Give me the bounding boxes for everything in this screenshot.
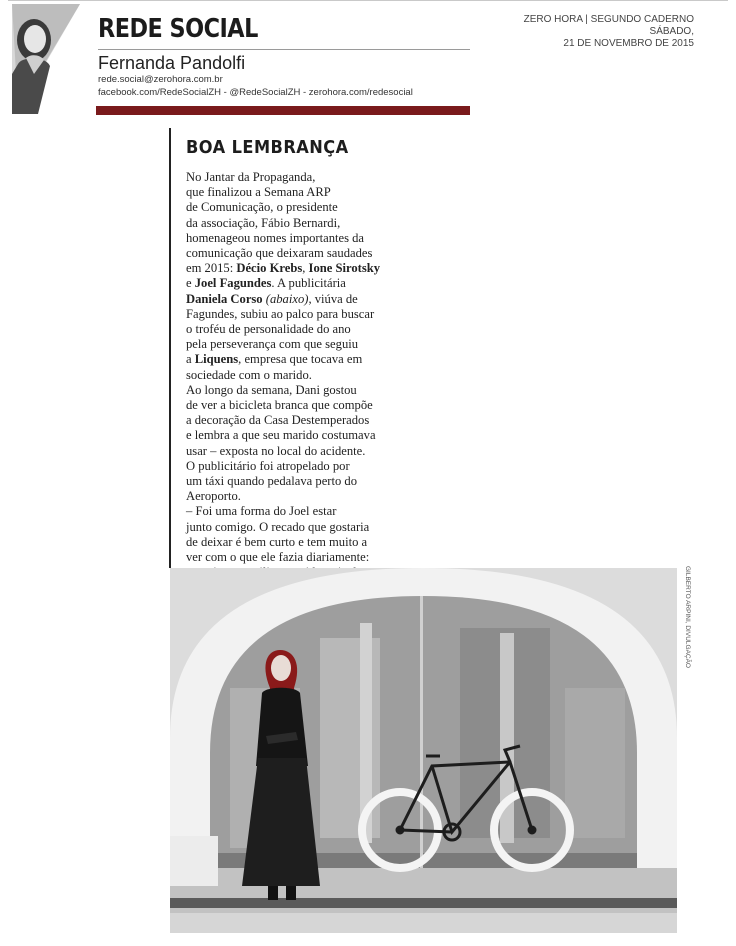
name-joel-fagundes: Joel Fagundes xyxy=(194,276,272,291)
masthead-weekday: SÁBADO, xyxy=(649,26,694,37)
name-daniela-corso: Daniela Corso xyxy=(186,291,263,306)
name-decio-krebs: Décio Krebs xyxy=(236,261,303,276)
article-photo xyxy=(170,568,677,933)
top-rule xyxy=(8,0,728,1)
contact-email[interactable]: rede.social@zerohora.com.br xyxy=(98,74,223,85)
column-divider xyxy=(169,128,171,568)
columnist-portrait xyxy=(12,4,80,114)
masthead xyxy=(524,14,694,50)
article-body xyxy=(186,170,386,596)
column-title: REDE SOCIAL xyxy=(98,14,258,44)
name-liquens: Liquens xyxy=(194,352,239,367)
header-red-bar xyxy=(96,106,470,115)
masthead-date: 21 DE NOVEMBRO DE 2015 xyxy=(563,38,694,49)
paragraph-1: No Jantar da Propaganda, que finalizou a Semana ARP de Comunicação, o presidente da associação, Fábio Bernardi, homenageou nomes importantes da comunicação que deixaram saudades em 2015: Décio Krebs, Ione Sirotsky e Joel Fagundes. A publicitária Daniela Corso (abaixo), viúva de Fagundes, subiu ao palco para buscar o troféu de personalidade do ano pela perseverança com que seguiu a Liquens, empresa que tocava em sociedade com o marido. xyxy=(186,170,381,382)
masthead-publication: ZERO HORA | SEGUNDO CADERNO xyxy=(523,14,694,25)
contact-links[interactable]: facebook.com/RedeSocialZH - @RedeSocialZH - zerohora.com/redesocial xyxy=(98,87,413,98)
photo-credit: GILBERTO ARPINI, DIVULGAÇÃO xyxy=(684,566,691,668)
article-heading: BOA LEMBRANÇA xyxy=(186,137,349,158)
paragraph-2: Ao longo da semana, Dani gostou de ver a bicicleta branca que compõe a decoração da Casa Destemperados e lembra a que seu marido costumava usar – exposta no local do acidente. O publicitário foi atropelado por um táxi quando pedalava perto do Aeroporto. xyxy=(186,382,376,504)
author-name: Fernanda Pandolfi xyxy=(98,53,246,73)
name-ione-sirotsky: Ione Sirotsky xyxy=(308,261,381,276)
title-rule xyxy=(98,49,470,50)
paragraph-3: – Foi uma forma do Joel estar junto comigo. O recado que gostaria de deixar é bem curto e tem muito a ver com o que ele fazia diariamente: xyxy=(186,504,370,565)
caption-ref: (abaixo) xyxy=(265,291,309,306)
